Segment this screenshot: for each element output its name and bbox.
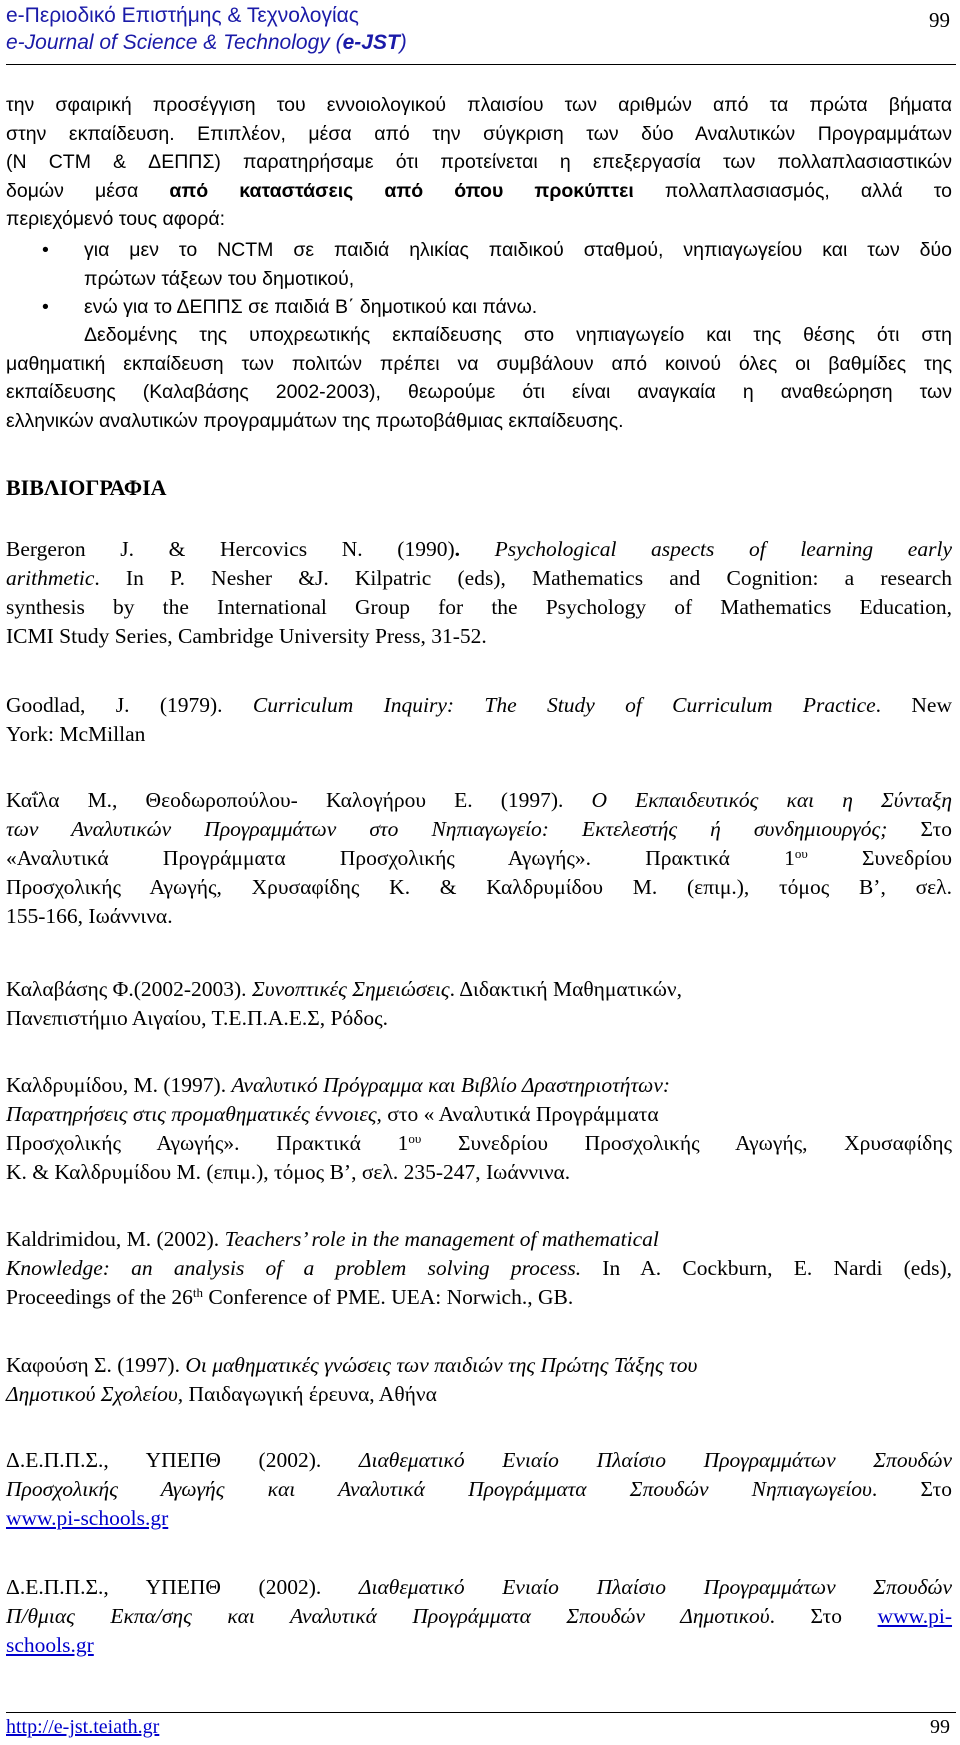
reference-entry: Καΐλα Μ., Θεοδωροπούλου- Καλογήρου Ε. (1997). Ο Εκπαιδευτικός και η Σύνταξη των Αναλυτικών Προγραμμάτων στο Νηπιαγωγείο: Εκτελεστής ή συνδημιουργός; Στο «Αναλυτικά Προγράμματα Προσχολικής Αγωγής». Πρακτικά $1^{o\upsilon}$ Συνεδρίου Προσχολικής Αγωγής, Χρυσαφίδης Κ. & Καλδρυμίδου Μ. (επιμ.), τόμος Β’, σελ. 155-166, Ιωάννινα. — [6, 788, 953, 928]
text-line: πρώτων τάξεων του δημοτικού, — [84, 267, 355, 290]
text-line: ενώ για το ΔΕΠΠΣ σε παιδιά Β΄ δημοτικού και πάνω. — [84, 296, 538, 318]
footer-page-number: 99 — [930, 1716, 950, 1738]
journal-abbreviation: e-JST — [342, 31, 400, 54]
text-line: μαθηματική εκπαίδευση των πολιτών πρέπει να συμβάλουν από κοινού όλες οι βαθμίδες της — [6, 352, 952, 375]
header-page-number: 99 — [929, 8, 950, 32]
text-line: (N CTM & ΔΕΠΠΣ) παρατηρήσαμε ότι προτείνεται η επεξεργασία των πολλαπλασιαστικών — [6, 151, 952, 173]
text-line: Δεδομένης της υποχρεωτικής εκπαίδευσης στο νηπιαγωγείο και της θέσης ότι στη — [84, 324, 952, 346]
reference-entry: Καφούση Σ. (1997). Οι μαθηματικές γνώσεις των παιδιών της Πρώτης Τάξης του Δημοτικού Σχολείου, Παιδαγωγική έρευνα, Αθήνα — [6, 1353, 698, 1406]
footer-divider — [6, 1712, 956, 1713]
text-line: δομών μέσα από καταστάσεις από όπου προκύπτει πολλαπλασιασμός, αλλά το — [6, 179, 953, 202]
text-line: ελληνικών αναλυτικών προγραμμάτων της πρωτοβάθμιας εκπαίδευσης. — [6, 409, 624, 432]
reference-entry: Δ.Ε.Π.Π.Σ., ΥΠΕΠΘ (2002). Διαθεματικό Ενιαίο Πλαίσιο Προγραμμάτων Σπουδών Προσχολικής Αγωγής και Αναλυτικά Προγράμματα Σπουδών Νηπιαγωγείου. Στο www.pi-schools.gr — [6, 1448, 953, 1530]
text-line: στην εκπαίδευση. Επιπλέον, μέσα από την σύγκριση των δύο Αναλυτικών Προγραμμάτων — [6, 122, 952, 145]
journal-title-greek: e-Περιοδικό Επιστήμης & Τεχνολογίας — [6, 4, 359, 27]
pi-schools-link[interactable]: www.pi-schools.gr — [6, 1506, 169, 1530]
reference-entry: Καλαβάσης Φ.(2002-2003). Συνοπτικές Σημειώσεις. Διδακτική Μαθηματικών, Πανεπιστήμιο Αιγαίου, Τ.Ε.Π.Α.Ε.Σ, Ρόδος. — [6, 977, 682, 1030]
bold-phrase: από καταστάσεις από όπου προκύπτει — [169, 179, 634, 202]
reference-entry: Goodlad, J. (1979). Curriculum Inquiry: The Study of Curriculum Practice. New York: McMillan — [6, 693, 952, 746]
text-line: την σφαιρική προσέγγιση του εννοιολογικού πλαισίου των αριθμών από τα πρώτα βήματα — [6, 94, 952, 116]
bullet-icon: • — [42, 296, 49, 318]
bullet-icon: • — [42, 239, 49, 261]
reference-entry: Δ.Ε.Π.Π.Σ., ΥΠΕΠΘ (2002). Διαθεματικό Ενιαίο Πλαίσιο Προγραμμάτων Σπουδών Π/θμιας Εκπα/σης και Αναλυτικά Προγράμματα Σπουδών Δημοτικού. Στο www.pi- schools.gr — [6, 1575, 953, 1657]
text-line: εκπαίδευσης (Καλαβάσης 2002-2003), θεωρούμε ότι είναι αναγκαία η αναθεώρηση των — [6, 381, 952, 403]
journal-header — [6, 2, 407, 56]
body-paragraph-2 — [6, 321, 952, 435]
text-line: για μεν το NCTM σε παιδιά ηλικίας παιδικού σταθμού, νηπιαγωγείου και των δύο — [84, 239, 952, 261]
reference-entry: Kaldrimidou, M. (2002). Teachers’ role in the management of mathematical Knowledge: an analysis of a problem solving process. In A. Cockburn, E. Nardi (eds), Proceedings of the 26th Conference of PME. UEA: Norwich., GB. — [6, 1227, 952, 1309]
reference-entry: Καλδρυμίδου, Μ. (1997). Αναλυτικό Πρόγραμμα και Βιβλίο Δραστηριοτήτων: Παρατηρήσεις στις προμαθηματικές έννοιες, στο « Αναλυτικά Προγράμματα Προσχολικής Αγωγής». Πρακτικά $1^{o\upsilon}$ Συνεδρίου Προσχολικής Αγωγής, Χρυσαφίδης Κ. & Καλδρυμίδου Μ. (επιμ.), τόμος Β’, σελ. 235-247, Ιωάννινα. — [6, 1073, 952, 1184]
footer-journal-url[interactable]: http://e-jst.teiath.gr — [6, 1716, 160, 1738]
body-paragraph-1 — [6, 91, 952, 234]
text-line: περιεχόμενό τους αφορά: — [6, 208, 226, 230]
header-divider — [6, 64, 956, 65]
journal-title-english: e-Journal of Science & Technology (e-JST) — [6, 31, 407, 54]
pi-schools-link-continued[interactable]: schools.gr — [6, 1633, 94, 1657]
bibliography-heading: ΒΙΒΛΙΟΓΡΑΦΙΑ — [6, 475, 167, 500]
pi-schools-link[interactable]: www.pi- — [877, 1604, 953, 1628]
reference-entry: Bergeron J. & Hercovics N. (1990). Psychological aspects of learning early arithmetic. In P. Nesher &J. Kilpatric (eds), Mathematics and Cognition: a research synthesis by the International Group for the Psychology of Mathematics Education, ICMI Study Series, Cambridge University Press, 31-52. — [6, 537, 952, 648]
